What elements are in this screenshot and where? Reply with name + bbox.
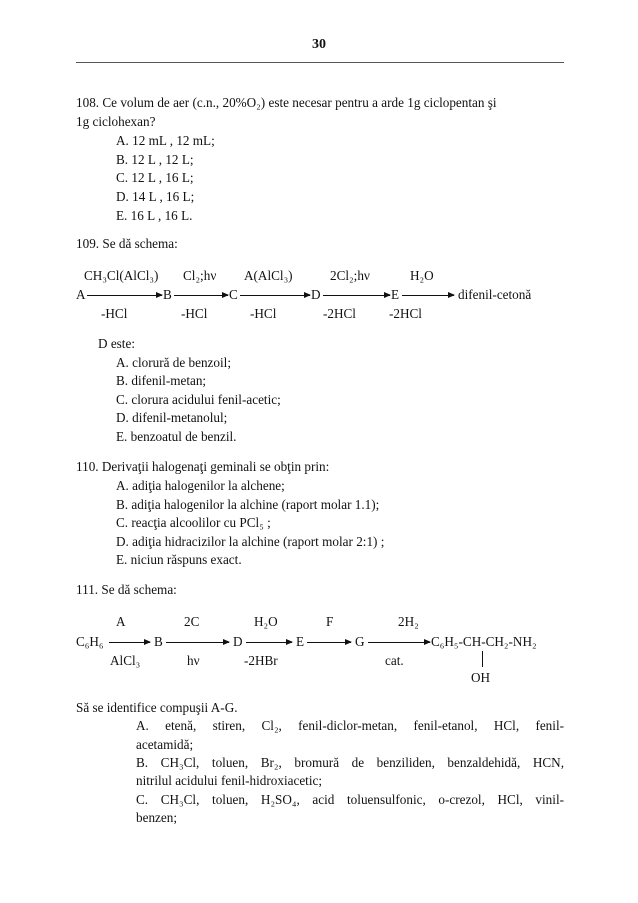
q109-node-a: A bbox=[76, 287, 86, 302]
q108-stem-line1: 108. Ce volum de aer (c.n., 20%O₂) este necesar pentru a arde 1g ciclopentan şi bbox=[76, 95, 497, 110]
q108-option-d: D. 14 L , 16 L; bbox=[116, 189, 195, 204]
q111-option-b-line2: nitrilul acidului fenil-hidroxiacetic; bbox=[136, 773, 323, 788]
q109-option-a: A. clorură de benzoil; bbox=[116, 355, 231, 370]
q111-catalyst-1: AlCl₃ bbox=[110, 653, 141, 668]
q108-option-b: B. 12 L , 12 L; bbox=[116, 152, 194, 167]
q109-reagent-1: CH₃Cl(AlCl₃) bbox=[84, 268, 159, 283]
q111-arrow-5 bbox=[368, 642, 430, 643]
q111-stem: 111. Se dă schema: bbox=[76, 582, 177, 597]
q109-arrow-2 bbox=[174, 295, 228, 296]
q108-option-c: C. 12 L , 16 L; bbox=[116, 170, 194, 185]
q111-node-d: D bbox=[233, 634, 243, 649]
q108-option-a: A. 12 mL , 12 mL; bbox=[116, 133, 215, 148]
q111-byproduct-3: -2HBr bbox=[244, 653, 278, 668]
q110-option-a: A. adiţia halogenilor la alchene; bbox=[116, 478, 285, 493]
q111-option-a-line2: acetamidă; bbox=[136, 737, 194, 752]
q109-product: difenil-cetonă bbox=[458, 287, 532, 302]
q109-byproduct-4: -2HCl bbox=[323, 306, 356, 321]
q111-arrow-3 bbox=[246, 642, 292, 643]
q111-option-b-line1: B. CH₃Cl, toluen, Br₂, bromură de benziliden, benzaldehidă, HCN, bbox=[136, 755, 564, 770]
q109-node-d: D bbox=[311, 287, 321, 302]
q111-node-e: E bbox=[296, 634, 305, 649]
q109-node-c: C bbox=[229, 287, 238, 302]
q109-byproduct-2: -HCl bbox=[181, 306, 208, 321]
q109-byproduct-5: -2HCl bbox=[389, 306, 422, 321]
q111-arrow-2 bbox=[166, 642, 229, 643]
q109-arrow-3 bbox=[240, 295, 310, 296]
q111-option-c-line1: C. CH₃Cl, toluen, H₂SO₄, acid toluensulfonic, o-crezol, HCl, vinil- bbox=[136, 792, 564, 807]
q109-option-b: B. difenil-metan; bbox=[116, 373, 207, 388]
q111-catalyst-2: hν bbox=[187, 653, 200, 668]
q110-option-d: D. adiţia hidracizilor la alchine (raport molar 2:1) ; bbox=[116, 534, 385, 549]
q109-reagent-2: Cl₂;hν bbox=[183, 268, 217, 283]
q109-question: D este: bbox=[98, 336, 135, 351]
q111-node-start: C₆H₆ bbox=[76, 634, 104, 649]
q109-stem: 109. Se dă schema: bbox=[76, 236, 178, 251]
header-rule bbox=[76, 62, 564, 63]
q109-node-e: E bbox=[391, 287, 400, 302]
q111-bond-line bbox=[482, 651, 483, 667]
q111-reagent-1: A bbox=[116, 614, 126, 629]
q108-option-e: E. 16 L , 16 L. bbox=[116, 208, 193, 223]
q111-question: Să se identifice compuşii A-G. bbox=[76, 700, 238, 715]
q109-reagent-5: H₂O bbox=[410, 268, 434, 283]
page-number: 30 bbox=[312, 37, 326, 52]
q109-byproduct-1: -HCl bbox=[101, 306, 128, 321]
q111-hydroxyl: OH bbox=[471, 670, 491, 685]
q111-option-c-line2: benzen; bbox=[136, 810, 178, 825]
q111-arrow-4 bbox=[307, 642, 351, 643]
q109-reagent-4: 2Cl₂;hν bbox=[330, 268, 370, 283]
q109-arrow-1 bbox=[87, 295, 162, 296]
q110-option-e: E. niciun răspuns exact. bbox=[116, 552, 242, 567]
q109-option-e: E. benzoatul de benzil. bbox=[116, 429, 237, 444]
q111-reagent-3: H₂O bbox=[254, 614, 278, 629]
q111-option-a-line1: A. etenă, stiren, Cl₂, fenil-diclor-metan, fenil-etanol, HCl, fenil- bbox=[136, 718, 564, 733]
q111-reagent-5: 2H₂ bbox=[398, 614, 419, 629]
q109-byproduct-3: -HCl bbox=[250, 306, 277, 321]
q110-stem: 110. Derivaţii halogenaţi geminali se obţin prin: bbox=[76, 459, 330, 474]
q109-option-c: C. clorura acidului fenil-acetic; bbox=[116, 392, 281, 407]
q111-node-g: G bbox=[355, 634, 365, 649]
q111-arrow-1 bbox=[109, 642, 150, 643]
q110-option-b: B. adiţia halogenilor la alchine (raport molar 1.1); bbox=[116, 497, 380, 512]
q109-arrow-5 bbox=[402, 295, 454, 296]
q111-node-b: B bbox=[154, 634, 163, 649]
q109-reagent-3: A(AlCl₃) bbox=[244, 268, 293, 283]
q111-catalyst-5: cat. bbox=[385, 653, 404, 668]
q111-product: C₆H₅-CH-CH₂-NH₂ bbox=[431, 634, 537, 649]
q111-reagent-2: 2C bbox=[184, 614, 200, 629]
q110-option-c: C. reacţia alcoolilor cu PCl₅ ; bbox=[116, 515, 271, 530]
q109-node-b: B bbox=[163, 287, 172, 302]
q109-arrow-4 bbox=[323, 295, 390, 296]
q108-stem-line2: 1g ciclohexan? bbox=[76, 114, 156, 129]
q111-reagent-4: F bbox=[326, 614, 334, 629]
q109-option-d: D. difenil-metanolul; bbox=[116, 410, 228, 425]
